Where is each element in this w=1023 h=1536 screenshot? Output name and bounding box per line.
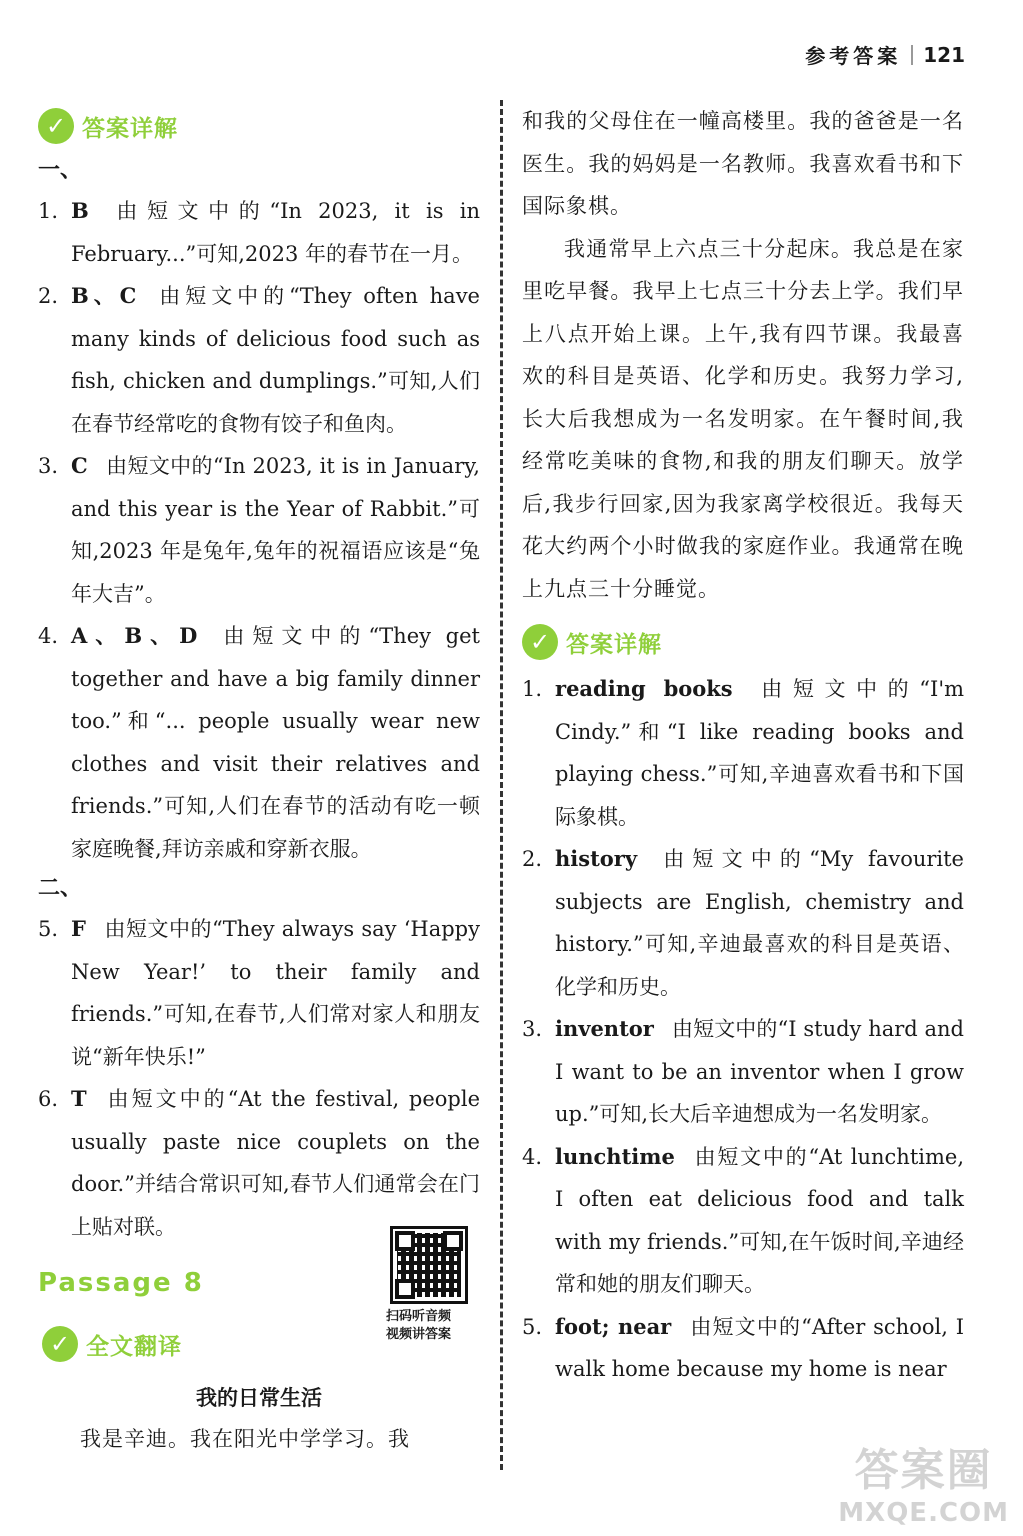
item-number: 5. — [38, 917, 59, 941]
item-answer: B — [71, 198, 89, 223]
item-body — [71, 445, 480, 615]
item-explanation: 由短文中的“I'm Cindy.”和“I like reading books and playing chess.”可知,辛迪喜欢看书和下国际象棋。 — [555, 677, 965, 829]
answer-item — [522, 838, 964, 1008]
answer-item — [522, 668, 964, 838]
answer-item — [38, 190, 480, 275]
item-answer: history — [555, 846, 638, 871]
page-number: 121 — [923, 42, 965, 67]
item-number: 3. — [522, 1017, 543, 1041]
answer-item — [522, 1136, 964, 1306]
section-two-label: 二、 — [38, 876, 83, 901]
item-number: 3. — [38, 454, 59, 478]
answer-item — [38, 908, 480, 1078]
item-answer: B、C — [71, 283, 137, 308]
item-explanation: 由短文中的“At lunchtime, I often eat delicious food and talk with my friends.”可知,在午饭时间,辛迪经常和她的朋友们聊天。 — [555, 1144, 964, 1296]
passage-title: Passage 8 — [38, 1268, 204, 1298]
item-explanation: 由短文中的“They get together and have a big family dinner too.”和“... people usually wear new clothes and visit their relatives and friends.”可知,人们在春节的活动有吃一顿家庭晚餐,拜访亲戚和穿新衣服。 — [71, 624, 480, 861]
answer-item — [38, 615, 480, 870]
answer-item — [38, 1078, 480, 1248]
item-explanation: 由短文中的“My favourite subjects are English, chemistry and history.”可知,辛迪最喜欢的科目是英语、化学和历史。 — [555, 847, 964, 999]
answer-item — [38, 445, 480, 615]
item-answer: F — [71, 916, 86, 941]
item-explanation: 由短文中的“At the festival, people usually paste nice couplets on the door.”并结合常识可知,春节人们通常会在门上贴对联。 — [71, 1087, 480, 1239]
answer-heading-label: 答案详解 — [566, 631, 662, 658]
watermark-line-1: 答案圈 — [854, 1445, 993, 1496]
item-explanation: 由短文中的“They always say ‘Happy New Year!’ to their family and friends.”可知,在春节,人们常对家人和朋友说“新年快乐!” — [71, 917, 480, 1069]
item-explanation: 由短文中的“After school, I walk home because my home is near — [555, 1314, 964, 1381]
qr-label — [386, 1308, 451, 1344]
qr-code-icon[interactable] — [390, 1226, 468, 1304]
item-number: 5. — [522, 1314, 543, 1339]
item-explanation: 由短文中的“In 2023, it is in February...”可知,2023 年的春节在一月。 — [71, 199, 480, 266]
answer-heading — [38, 100, 480, 152]
header-title: 参考答案 — [805, 44, 902, 68]
item-explanation: 由短文中的“In 2023, it is in January, and this year is the Year of Rabbit.”可知,2023 年是兔年,兔年的祝福语应该是“兔年大吉”。 — [71, 454, 480, 606]
right-column — [522, 100, 964, 1391]
check-icon: ✓ — [522, 624, 558, 660]
item-body — [71, 615, 480, 870]
item-explanation: 由短文中的“I study hard and I want to be an inventor when I grow up.”可知,长大后辛迪想成为一名发明家。 — [555, 1017, 964, 1126]
watermark-line-2: MXQE.COM — [838, 1498, 1009, 1528]
item-answer: C — [71, 453, 88, 478]
item-answer: T — [71, 1086, 87, 1111]
left-column — [38, 100, 480, 1461]
item-body — [555, 1306, 964, 1391]
answer-item — [522, 1008, 964, 1136]
item-number: 1. — [522, 677, 543, 701]
qr-label-line-2: 视频讲答案 — [386, 1327, 452, 1342]
item-number: 6. — [38, 1087, 59, 1111]
item-answer: foot; near — [555, 1313, 672, 1339]
check-icon: ✓ — [42, 1326, 78, 1362]
item-answer: reading books — [555, 676, 733, 701]
column-divider — [500, 100, 503, 1470]
answer-item — [522, 1306, 964, 1391]
translation-paragraph-2: 我通常早上六点三十分起床。我总是在家里吃早餐。我早上七点三十分去上学。我们早上八点开始上课。上午,我有四节课。我最喜欢的科目是英语、化学和历史。我努力学习,长大后我想成为一名发明家。在午餐时间,我经常吃美味的食物,和我的朋友们聊天。放学后,我步行回家,因为我家离学校很近。我每天花大约两个小时做我的家庭作业。我通常在晚上九点三十分睡觉。 — [522, 236, 964, 601]
passage-header — [38, 1256, 480, 1378]
answer-heading — [522, 616, 964, 668]
item-body — [71, 908, 480, 1078]
translation-paragraph-1: 和我的父母住在一幢高楼里。我的爸爸是一名医生。我的妈妈是一名教师。我喜欢看书和下国际象棋。 — [522, 109, 964, 218]
item-answer: inventor — [555, 1016, 654, 1041]
item-body — [555, 668, 964, 838]
page-header — [805, 40, 965, 69]
check-icon: ✓ — [38, 108, 74, 144]
translation-paragraph-start: 我是辛迪。我在阳光中学学习。我 — [80, 1427, 410, 1451]
item-body — [555, 838, 964, 1008]
item-body — [555, 1008, 964, 1136]
header-separator — [911, 45, 913, 65]
item-number: 4. — [522, 1144, 543, 1169]
item-body — [71, 275, 480, 445]
section-one-label: 一、 — [38, 158, 83, 183]
item-body — [71, 1078, 480, 1248]
item-number: 4. — [38, 624, 59, 648]
item-answer: lunchtime — [555, 1143, 675, 1169]
translation-heading-label: 全文翻译 — [86, 1333, 182, 1360]
item-number: 1. — [38, 199, 59, 223]
item-body — [555, 1136, 964, 1306]
answer-heading-label: 答案详解 — [82, 115, 178, 142]
translation-heading — [42, 1318, 182, 1370]
watermark-logo — [838, 1434, 1009, 1528]
item-number: 2. — [522, 847, 543, 871]
item-answer: A、B、D — [71, 623, 198, 648]
answer-item — [38, 275, 480, 445]
item-body — [71, 190, 480, 275]
item-explanation: 由短文中的“They often have many kinds of delicious food such as fish, chicken and dumplings.”可知,人们在春节经常吃的食物有饺子和鱼肉。 — [71, 284, 480, 436]
item-number: 2. — [38, 284, 59, 308]
translation-title: 我的日常生活 — [196, 1386, 322, 1410]
qr-label-line-1: 扫码听音频 — [386, 1309, 452, 1324]
